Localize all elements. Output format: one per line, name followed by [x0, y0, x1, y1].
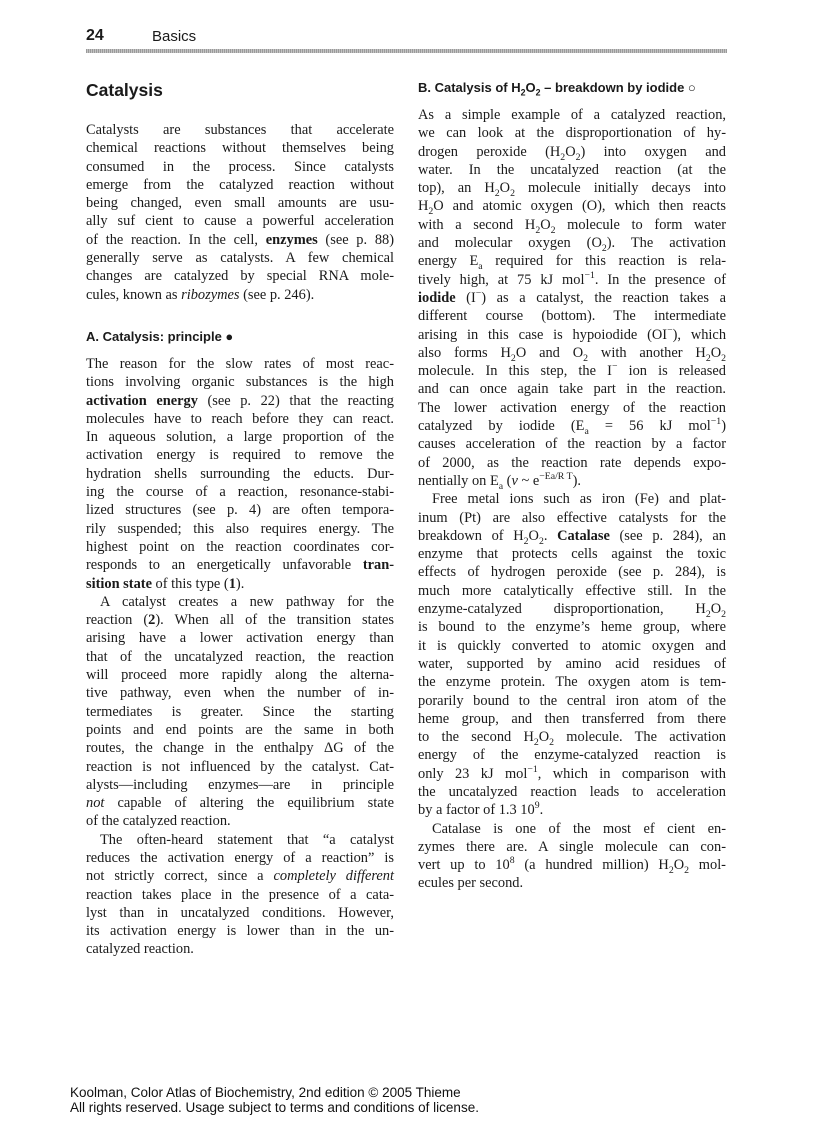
subscript: a — [584, 425, 589, 437]
subscript: 2 — [575, 151, 581, 163]
bold-term: Catalase — [557, 527, 610, 544]
superscript: −1 — [527, 763, 538, 775]
intro-paragraph — [86, 121, 394, 304]
header-rule — [86, 49, 727, 53]
subscript: 2 — [510, 352, 516, 364]
copyright-footer — [70, 1085, 479, 1115]
text-line: causes acceleration of the reaction by a factor — [418, 436, 726, 453]
text-line: vert up to $10^8$ (a hundred million) $H_2O_2$ mol- — [418, 855, 726, 877]
text-line: zymes there are. A single molecule can con- — [418, 838, 726, 855]
superscript: − — [611, 361, 618, 373]
text-line: water, supported by amino acid residues of — [418, 655, 726, 672]
text-line: that of the uncatalyzed reaction, the reaction — [86, 648, 394, 665]
subscript: a — [478, 261, 483, 273]
text-line: of 2000, as the reaction rate depends expo- — [418, 454, 726, 471]
text-line: catalyzed by iodide ($E_a = 56$ kJ mol$^{-1}$) — [418, 416, 726, 437]
section-b-paragraph — [418, 490, 726, 819]
text-line: chemical reactions without themselves being — [86, 140, 394, 157]
subscript: a — [498, 480, 504, 492]
section-a-paragraph — [86, 355, 394, 593]
subscript: 2 — [520, 87, 526, 98]
running-header-section: Basics — [152, 28, 197, 45]
page-number: 24 — [86, 27, 104, 44]
text-line: points and end points are the same in both — [86, 721, 394, 738]
italic-term: completely different — [273, 868, 394, 885]
text-line: much more catalytically effective still. In the — [418, 582, 726, 599]
subscript: 2 — [705, 352, 711, 364]
text-line: to the second $H_2O_2$ molecule. The activation — [418, 729, 726, 748]
text-line: by a factor of 1.3 $10^9$. — [418, 800, 544, 819]
text-line: Free metal ions such as iron (Fe) and plat- — [432, 491, 726, 508]
bold-term: sition state — [86, 575, 152, 592]
subscript: 2 — [494, 188, 500, 200]
subscript: 2 — [705, 608, 711, 620]
text-line: effects of hydrogen peroxide (see p. 284), is — [418, 564, 726, 581]
subscript: 2 — [510, 188, 515, 200]
text-line: of the reaction. In the cell, enzymes (see p. 88) — [86, 231, 394, 248]
text-line: its activation energy is lower than in the un- — [86, 923, 394, 940]
subscript: 2 — [523, 535, 529, 547]
bold-term: 2 — [148, 612, 156, 629]
text-line: drogen peroxide $(H_2O_2)$ into oxygen and — [418, 143, 726, 163]
text-line: cules, known as ribozymes (see p. 246). — [86, 286, 315, 303]
text-line: also forms $H_2O$ and $O_2$ with another $H_2O_2$ — [418, 344, 727, 364]
text-line: molecule. In this step, the I− ion is released — [418, 361, 726, 380]
superscript: 9 — [534, 800, 540, 812]
text-line: it is quickly converted to atomic oxygen and — [418, 637, 726, 654]
text-line: In aqueous solution, a large proportion of the — [86, 429, 394, 446]
text-line: generally serve as catalysts. A few chemical — [86, 250, 394, 267]
subscript: 2 — [684, 865, 690, 877]
page-title: Catalysis — [86, 80, 163, 100]
text-line: different course (bottom). The intermediate — [418, 308, 726, 325]
text-line: nentially on $E_a$ (v ~ $e^{-Ea/R T}$). — [418, 471, 581, 492]
text-line: Catalysts are substances that accelerate — [86, 122, 394, 138]
subscript: 2 — [550, 224, 556, 236]
subscript: 2 — [721, 608, 726, 620]
text-line: lyst than in uncatalyzed conditions. However, — [86, 904, 394, 921]
footer-line: Koolman, Color Atlas of Biochemistry, 2nd edition © 2005 Thieme — [70, 1085, 461, 1100]
text-line: highest point on the reaction coordinates cor- — [86, 538, 394, 555]
italic-term: v — [511, 472, 518, 489]
section-heading-a: A. Catalysis: principle ● — [86, 328, 234, 344]
text-line: consumed in the process. Since catalysts — [86, 158, 394, 175]
bold-term: tran- — [362, 557, 394, 574]
bold-term: enzymes — [265, 231, 318, 248]
text-line: tions involving organic substances is the high — [86, 374, 394, 391]
text-line: will proceed more rapidly along the alterna- — [86, 667, 394, 684]
text-line: $H_2O$ and atomic oxygen (O), which then reacts — [418, 198, 726, 218]
text-line: the enzyme protein. The oxygen atom is tem- — [418, 674, 726, 691]
text-line: lized structures (see p. 4) are often tempora- — [86, 502, 394, 519]
section-b-paragraph — [418, 820, 726, 893]
text-line: and molecular oxygen $(O_2)$. The activation — [418, 235, 726, 254]
text-line: activation energy (see p. 22) that the reacting — [86, 392, 394, 409]
text-line: A catalyst creates a new pathway for the — [100, 593, 394, 610]
subscript: 2 — [560, 151, 566, 163]
text-line: we can look at the disproportionation of hy- — [418, 125, 726, 142]
text-line: only 23 kJ mol$^{-1}$, which in comparison with — [418, 763, 726, 782]
right-column — [418, 79, 726, 893]
text-line: ally suf cient to cause a powerful acceleration — [86, 213, 394, 230]
text-line: breakdown of $H_2O_2$. Catalase (see p. 284), an — [418, 527, 727, 547]
text-line: The often-heard statement that “a catalyst — [100, 831, 394, 848]
text-line: activation energy is required to remove the — [86, 447, 394, 464]
text-line: rily suspended; this also requires energy. The — [86, 520, 394, 537]
text-line: not strictly correct, since a completely different — [86, 868, 394, 885]
subscript: 2 — [533, 736, 539, 748]
text-line: not capable of altering the equilibrium state — [86, 795, 394, 812]
subscript: 2 — [721, 352, 727, 364]
text-line: alysts—including enzymes—are in principle — [86, 776, 394, 793]
text-line: being changed, even small amounts are usu- — [86, 195, 394, 212]
text-line: ing the course of a reaction, resonance-stabi- — [86, 484, 394, 501]
text-line: catalyzed reaction. — [86, 941, 194, 958]
text-line: top), an $H_2O_2$ molecule initially decays into — [418, 180, 726, 200]
text-line: Catalase is one of the most ef cient en- — [432, 820, 726, 837]
text-line: The reason for the slow rates of most reac- — [86, 355, 394, 372]
text-line: and can once again take part in the reaction. — [418, 381, 726, 398]
subscript: 2 — [668, 865, 674, 877]
subscript: 2 — [601, 242, 607, 254]
italic-term: not — [86, 795, 105, 812]
text-line: with a second $H_2O_2$ molecule to form water — [418, 216, 726, 236]
superscript: − — [667, 324, 673, 336]
text-line: The lower activation energy of the reaction — [418, 399, 726, 416]
text-line: porarily bound to the central iron atom of the — [418, 692, 726, 709]
text-line: the uncatalyzed reaction leads to acceleration — [418, 783, 726, 800]
subscript: 2 — [538, 535, 544, 547]
subscript: 2 — [583, 352, 589, 364]
bold-term: 1 — [228, 575, 236, 592]
section-b-paragraph — [418, 106, 726, 490]
text-line: tively high, at 75 kJ mol$^{-1}$. In the presence of — [418, 269, 726, 288]
text-line: emerge from the catalyzed reaction without — [86, 176, 394, 193]
left-column — [86, 78, 394, 959]
subscript: 2 — [428, 206, 434, 218]
superscript: −1 — [710, 416, 722, 428]
text-line: of the catalyzed reaction. — [86, 813, 231, 830]
section-a-paragraph — [86, 831, 394, 959]
text-line: As a simple example of a catalyzed reaction, — [418, 107, 726, 123]
text-line: energy $E_a$ required for this reaction is rela- — [418, 253, 726, 273]
text-line: inum (Pt) are also effective catalysts for the — [418, 509, 726, 526]
text-line: tive pathway, even when the number of in- — [86, 685, 394, 702]
superscript: −1 — [584, 269, 595, 281]
text-line: reaction takes place in the presence of a cata- — [86, 886, 394, 903]
subscript: 2 — [535, 224, 541, 236]
text-line: enzyme-catalyzed disproportionation, $H_2O_2$ — [418, 601, 726, 620]
text-line: hydration shells surrounding the educts. Dur- — [86, 465, 394, 482]
footer-line: All rights reserved. Usage subject to terms and conditions of license. — [70, 1100, 479, 1115]
text-line: heme group, and then transferred from there — [418, 710, 726, 727]
bold-term: activation energy — [86, 392, 198, 409]
text-line: reduces the activation energy of a reaction” is — [86, 849, 394, 866]
italic-term: ribozymes — [181, 286, 240, 303]
text-line: is bound to the enzyme’s heme group, where — [418, 619, 726, 636]
bold-term: iodide — [418, 289, 456, 306]
section-heading-b: B. Catalysis of $H_2O_2$ – breakdown by iodide ○ — [418, 80, 696, 98]
text-line: ecules per second. — [418, 875, 524, 892]
text-line: arising in this case is hypoiodide (OI−), which — [418, 324, 727, 343]
text-line: reaction (2). When all of the transition states — [86, 612, 395, 629]
text-line: changes are catalyzed by special RNA mole- — [86, 268, 394, 285]
text-line: iodide (I−) as a catalyst, the reaction takes a — [418, 288, 726, 306]
superscript: − — [475, 288, 482, 300]
superscript: −Ea/R T — [539, 471, 573, 483]
text-line: water. In the uncatalyzed reaction (at the — [418, 161, 726, 178]
subscript: 2 — [535, 87, 541, 98]
text-line: enzyme that protects cells against the toxic — [418, 546, 726, 563]
section-a-paragraph — [86, 593, 394, 831]
text-line: routes, the change in the enthalpy ΔG of the — [86, 740, 394, 757]
text-line: energy of the enzyme-catalyzed reaction is — [418, 747, 726, 764]
text-line: termediates is greater. Since the starting — [86, 703, 394, 720]
text-line: molecules have to reach before they can react. — [86, 410, 394, 427]
text-line: reaction is not influenced by the catalyst. Cat- — [86, 758, 394, 775]
text-line: responds to an energetically unfavorable tran- — [86, 557, 394, 574]
text-line: sition state of this type (1). — [86, 575, 245, 592]
subscript: 2 — [549, 736, 555, 748]
superscript: 8 — [509, 855, 515, 867]
text-line: arising have a lower activation energy than — [86, 630, 394, 647]
